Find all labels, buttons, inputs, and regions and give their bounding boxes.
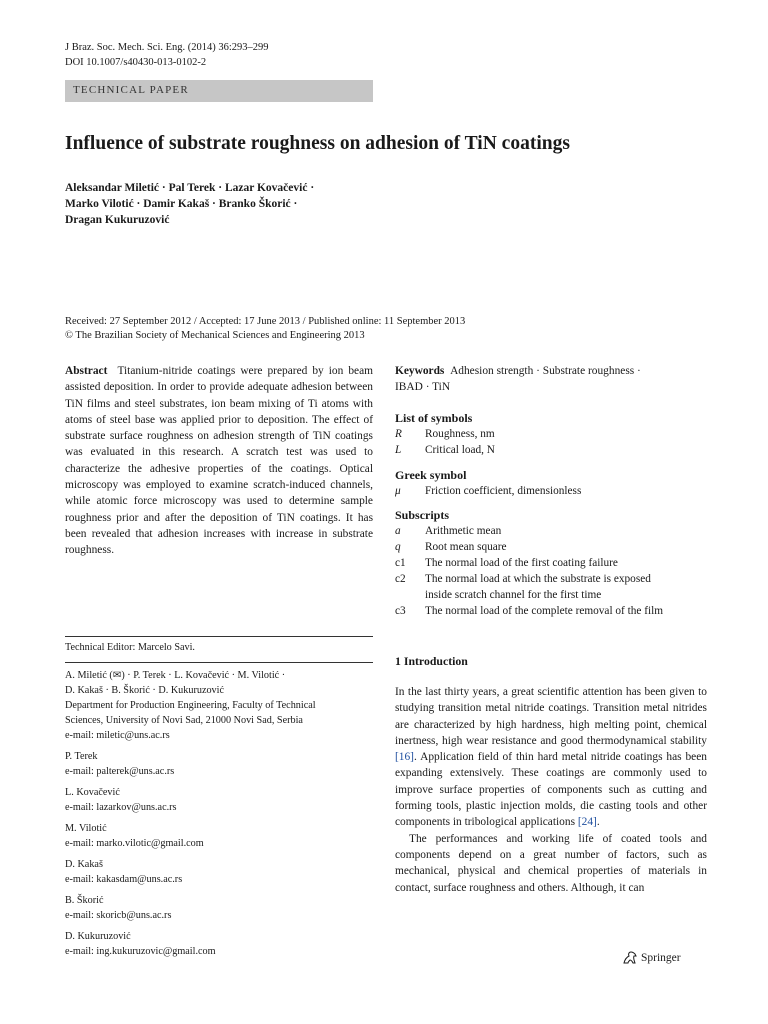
symbol: c1 [395,557,406,569]
contact-entry [65,749,375,779]
symbol: c3 [395,605,406,617]
symbol-row [395,555,707,571]
copyright-line: © The Brazilian Society of Mechanical Sciences and Engineering 2013 [65,330,365,341]
subscripts [395,508,707,619]
article-type-label: TECHNICAL PAPER [73,84,189,96]
history-line: Received: 27 September 2012 / Accepted: 17 June 2013 / Published online: 11 September 2013 [65,316,466,327]
contact-email[interactable]: e-mail: marko.vilotic@gmail.com [65,838,204,849]
contact-name: P. Terek [65,751,98,762]
journal-header [65,40,269,70]
contact-name: M. Vilotić [65,823,107,834]
author-line: Aleksandar Miletić · Pal Terek · Lazar Kovačević · [65,182,315,194]
symbol [395,587,425,603]
department: Sciences, University of Novi Sad, 21000 Novi Sad, Serbia [65,715,303,726]
symbol-row [395,426,707,442]
springer-horse-icon [622,951,638,965]
contact-name: D. Kakaš [65,859,103,870]
symbol-desc: The normal load of the first coating failure [425,557,618,569]
paragraph [395,684,707,831]
contact-name: L. Kovačević [65,787,120,798]
symbol-desc: Arithmetic mean [425,525,502,537]
contact-entry [65,929,375,959]
main-affiliation [65,668,375,743]
symbol-row [395,442,707,458]
symbol-row [395,483,707,499]
affiliation-authors: A. Miletić (✉) · P. Terek · L. Kovačević · M. Vilotić · [65,670,286,681]
contact-entry [65,857,375,887]
symbol-desc: The normal load of the complete removal of the film [425,605,664,617]
contact-email[interactable]: e-mail: kakasdam@uns.ac.rs [65,874,183,885]
contact-name: D. Kukuruzović [65,931,131,942]
technical-editor: Technical Editor: Marcelo Savi. [65,642,195,653]
contact-email[interactable]: e-mail: skoricb@uns.ac.rs [65,910,172,921]
affiliations [65,668,375,965]
symbol-desc: Root mean square [425,541,507,553]
introduction-body [395,684,707,896]
contact-entry [65,893,375,923]
symbol-row [395,523,707,539]
symbol-row [395,603,707,619]
symbol-desc: The normal load at which the substrate is exposed [425,573,651,585]
symbol: R [395,428,402,440]
subscripts-heading: Subscripts [395,508,450,522]
symbols-heading: List of symbols [395,411,473,425]
greek-heading: Greek symbol [395,468,467,482]
symbol: a [395,525,401,537]
abstract-text: Titanium-nitride coatings were prepared by ion beam assisted deposition. In order to provide adequate adhesion between TiN films and steel substrates, ion beam mixing of Ti atoms with atoms of steel base was applied prior to deposition. The effect of substrate surface roughness on adhesion strength of TiN coatings was evaluated in this research. A scratch test was used to characterize the adhesive properties of the coatings. Optical microscopy was employed to examine scratch-induced channels, while atomic force microscopy was used to determine sample roughness prior and after the deposition of TiN coatings. It has been revealed that adhesion increases with increase in substrate roughness. [65,365,373,557]
footnote-rule [65,636,373,637]
symbol: c2 [395,573,406,585]
keywords-line: Adhesion strength · Substrate roughness · [450,365,641,377]
contact-email[interactable]: e-mail: ing.kukuruzovic@gmail.com [65,946,216,957]
list-of-symbols [395,411,707,458]
affiliation-authors: D. Kakaš · B. Škorić · D. Kukuruzović [65,685,225,696]
section-heading-introduction: 1 Introduction [395,654,468,668]
symbol: μ [395,485,401,497]
paragraph: The performances and working life of coated tools and components depend on a great number of factors, such as mechanical, physical and chemical properties of materials in contact, surface roughness and others. Although, it can [395,832,707,894]
paragraph-text: In the last thirty years, a great scientific attention has been given to studying transition metal nitride coatings. Transition metal nitrides are characterized by high hardness, high melting point, chemical inertness, high wear resistance and good thermodynamical stability [395,686,707,747]
abstract [65,363,373,559]
footnote-rule [65,662,373,663]
symbol-row [395,587,707,603]
symbol-row [395,539,707,555]
doi: DOI 10.1007/s40430-013-0102-2 [65,57,207,68]
contact-email[interactable]: e-mail: palterek@uns.ac.rs [65,766,175,777]
symbol: L [395,444,402,456]
contact-name: B. Škorić [65,895,104,906]
keywords-label: Keywords [395,365,445,377]
symbol: q [395,541,401,553]
keywords [395,363,707,396]
corresponding-email: e-mail: miletic@uns.ac.rs [65,730,170,741]
paragraph-text: . Application field of thin hard metal nitride coatings has been expanding extensively. These coatings are commonly used to improve surface properties of components such as cutting and forming tools, plastic injection molds, die casting tools and other components in tribological applications [395,751,707,829]
contact-entry [65,821,375,851]
paragraph-text: . [596,816,600,829]
author-line: Marko Vilotić · Damir Kakaš · Branko Škorić · [65,198,298,210]
paper-title: Influence of substrate roughness on adhesion of TiN coatings [65,133,570,154]
symbol-desc: Critical load, N [425,444,495,456]
author-list [65,180,385,228]
citation-link[interactable]: [24] [577,816,597,829]
publication-dates [65,315,465,343]
symbol-desc: Roughness, nm [425,428,495,440]
publisher-logo [622,951,681,965]
keywords-line: IBAD · TiN [395,381,451,394]
contact-email[interactable]: e-mail: lazarkov@uns.ac.rs [65,802,177,813]
abstract-label: Abstract [65,365,108,377]
publisher-name: Springer [641,952,681,964]
author-line: Dragan Kukuruzović [65,214,170,226]
symbol-row [395,571,707,587]
symbol-desc: Friction coefficient, dimensionless [425,485,582,497]
article-type-banner [65,80,373,102]
greek-symbols [395,468,707,499]
citation-link[interactable]: [16] [395,751,414,764]
contact-entry [65,785,375,815]
symbol-desc: inside scratch channel for the first time [425,589,602,601]
journal-citation: J Braz. Soc. Mech. Sci. Eng. (2014) 36:293–299 [65,42,269,53]
department: Department for Production Engineering, Faculty of Technical [65,700,316,711]
